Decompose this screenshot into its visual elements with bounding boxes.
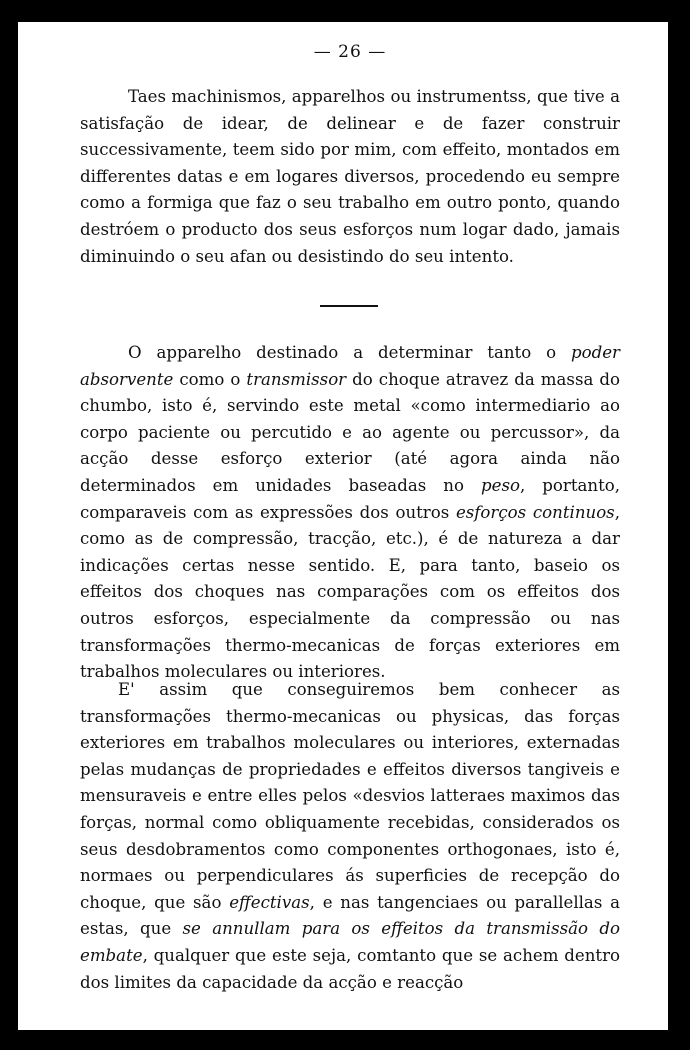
paragraph-2-text: do choque atravez da massa do chumbo, isto é, servindo este metal «como intermediario ao corpo paciente ou percutido e ao agente ou percussor», da acção desse esforço exterior (até agora ainda não determinados em unidades baseadas no: [80, 369, 621, 495]
italic-term-transmissor: transmissor: [246, 369, 347, 389]
italic-term-effectivas: effectivas: [229, 892, 310, 912]
paragraph-1: [80, 84, 620, 270]
paragraph-3: [80, 677, 620, 996]
paragraph-3-text: , e nas tangenciaes ou parallellas a estas, que: [80, 892, 620, 939]
paragraph-1-text: Taes machinismos, apparelhos ou instrumentss, que tive a satisfação de idear, de delinear e de fazer construir successivamente, teem sido por mim, com effeito, montados em differentes datas e em logares diversos, procedendo eu sempre como a formiga que faz o seu trabalho em outro ponto, quando destróem o producto dos seus esforços num logar dado, jamais diminuindo o seu afan ou desistindo do seu intento.: [80, 87, 620, 266]
paragraph-2-text: , como as de compressão, tracção, etc.), é de natureza a dar indicações certas nesse sentido. E, para tanto, baseio os effeitos dos choques nas comparações com os effeitos dos outros esforços, especialmente da compressão ou nas transformações thermo-mecanicas de forças exteriores em trabalhos moleculares ou interiores.: [80, 502, 620, 682]
italic-term-esforcos-continuos: esforços continuos: [455, 502, 615, 522]
paragraph-2-text: como o: [173, 369, 247, 389]
paragraph-2-text: O apparelho destinado a determinar tanto o: [128, 343, 571, 362]
paragraph-3-text: E' assim que conseguiremos bem conhecer as transformações thermo-mecanicas ou physicas, das forças exteriores em trabalhos moleculares ou interiores, externadas pelas mudanças de propriedades e effeitos diversos tangiveis e mensuraveis e entre elles pelos «desvios latteraes maximos das forças, normal como obliquamente recebidas, considerados os seus desdobramentos como componentes orthogonaes, isto é, normaes ou perpendiculares ás superficies de recepção do choque, que são: [80, 680, 620, 912]
italic-term-poder-absorvente: poder absorvente: [80, 343, 620, 389]
section-divider: [320, 305, 378, 307]
italic-phrase-se-annullam: se annullam para os effeitos da transmissão do embate: [80, 919, 620, 965]
page-number: — 26 —: [313, 42, 387, 62]
paragraph-2-text: , portanto, comparaveis com as expressões dos outros: [80, 475, 620, 522]
book-page: [18, 22, 668, 1030]
italic-term-peso: peso: [481, 475, 520, 495]
paragraph-3-text: , qualquer que este seja, comtanto que se achem dentro dos limites da capacidade da acção e reacção: [80, 945, 620, 992]
paragraph-2: [80, 340, 620, 686]
